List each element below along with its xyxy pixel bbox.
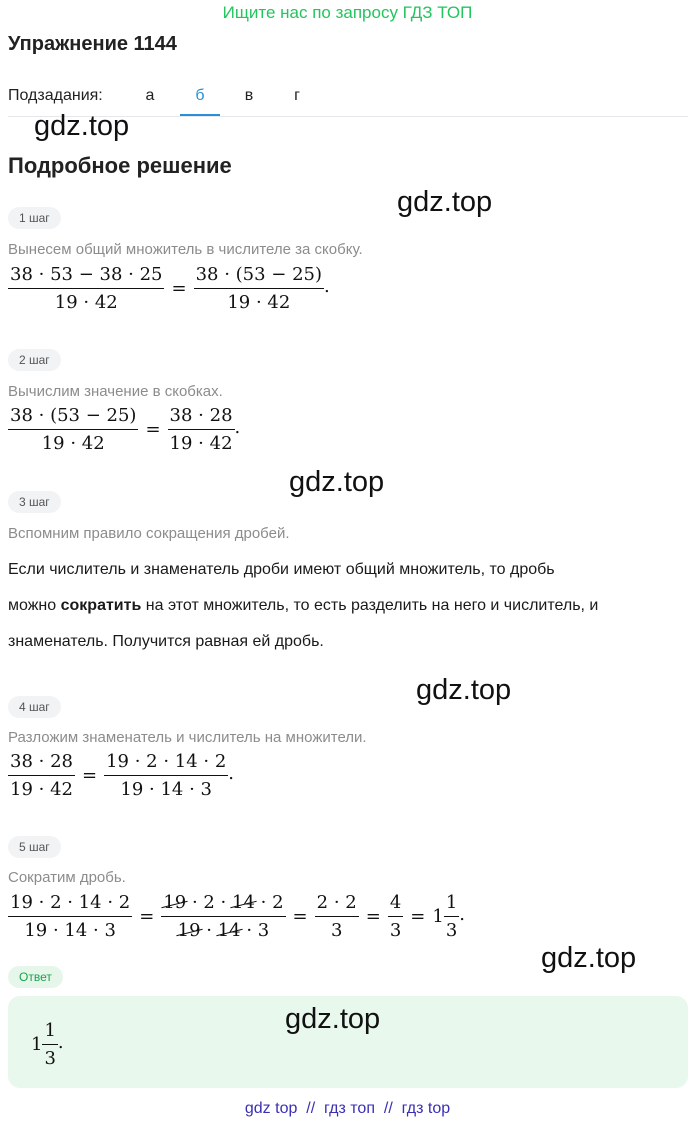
equals-sign: = <box>292 906 308 927</box>
fraction <box>8 264 164 313</box>
numerator: 19 · 2 · 14 · 2 <box>104 751 228 776</box>
math-step-1 <box>8 264 330 313</box>
mixed-whole: 1 <box>432 906 444 927</box>
period: . <box>57 1032 64 1053</box>
fraction <box>8 892 132 941</box>
watermark: gdz.top <box>416 674 512 706</box>
step-text: Вспомним правило сокращения дробей. <box>8 525 290 542</box>
mixed-whole: 1 <box>31 1034 43 1055</box>
step-badge: 2 шаг <box>8 349 61 371</box>
fraction <box>168 405 235 454</box>
step-badge: 3 шаг <box>8 491 61 513</box>
math-step-5 <box>8 892 465 941</box>
footer-links[interactable]: gdz top // гдз топ // гдз top <box>244 1100 451 1117</box>
numerator: 4 <box>388 892 403 917</box>
answer-value <box>31 1020 64 1069</box>
cancelled-factor: 14 <box>232 892 255 913</box>
watermark: gdz.top <box>397 186 493 218</box>
denominator: 3 <box>330 920 343 941</box>
equals-sign: = <box>410 906 426 927</box>
step-text: Вычислим значение в скобках. <box>8 383 223 400</box>
fraction <box>444 892 459 941</box>
numerator: 38 · 28 <box>8 751 75 776</box>
denominator: 19 · 42 <box>41 433 105 454</box>
denominator: 19 · 42 <box>169 433 233 454</box>
numerator: 38 · (53 − 25) <box>194 264 324 289</box>
fraction <box>194 264 324 313</box>
denominator: 3 <box>445 920 458 941</box>
section-title: Подробное решение <box>8 153 232 178</box>
top-banner[interactable]: Ищите нас по запросу ГДЗ ТОП <box>222 3 473 22</box>
step-text: Разложим знаменатель и числитель на множители. <box>8 729 367 746</box>
watermark: gdz.top <box>289 466 385 498</box>
denominator: 19 · 42 <box>54 292 118 313</box>
fraction <box>8 405 138 454</box>
numerator: 38 · 53 − 38 · 25 <box>8 264 164 289</box>
equals-sign: = <box>171 278 187 299</box>
equals-sign: = <box>365 906 381 927</box>
factor-text: · 3 <box>240 920 270 941</box>
watermark: gdz.top <box>34 110 130 142</box>
denominator: 19 · 42 <box>227 292 291 313</box>
answer-badge: Ответ <box>8 966 63 988</box>
factor-text: · <box>200 920 218 941</box>
fraction <box>315 892 359 941</box>
fraction <box>104 751 228 800</box>
denominator: 3 <box>389 920 402 941</box>
tab-v[interactable]: в <box>244 87 254 104</box>
page-title: Упражнение 1144 <box>8 33 177 55</box>
factor-text: · 2 · <box>186 892 233 913</box>
rule-line: Если числитель и знаменатель дроби имеют общий множитель, то дробь <box>8 561 555 578</box>
step-text: Вынесем общий множитель в числителе за скобку. <box>8 241 363 258</box>
denominator: 3 <box>44 1048 56 1069</box>
fraction <box>388 892 403 941</box>
period: . <box>228 763 235 784</box>
factor-text: · 2 <box>254 892 284 913</box>
fraction <box>8 751 75 800</box>
rule-text-part: можно <box>8 597 61 614</box>
rule-bold-word: сократить <box>60 597 142 614</box>
math-step-2 <box>8 405 240 454</box>
watermark: gdz.top <box>541 942 637 974</box>
period: . <box>234 417 241 438</box>
subtasks-label: Подзадания: <box>8 87 103 104</box>
denominator <box>176 917 272 941</box>
period: . <box>459 904 465 925</box>
cancelled-fraction <box>161 892 285 941</box>
numerator: 1 <box>42 1020 57 1045</box>
equals-sign: = <box>81 765 98 786</box>
numerator: 1 <box>444 892 459 917</box>
numerator: 19 · 2 · 14 · 2 <box>8 892 132 917</box>
rule-line: знаменатель. Получится равная ей дробь. <box>8 633 324 650</box>
numerator: 2 · 2 <box>315 892 359 917</box>
step-badge: 1 шаг <box>8 207 61 229</box>
numerator: 38 · 28 <box>168 405 235 430</box>
cancelled-factor: 19 <box>163 892 187 913</box>
step-badge: 4 шаг <box>8 696 61 718</box>
math-step-4 <box>8 751 234 800</box>
tab-g[interactable]: г <box>294 87 300 104</box>
rule-line <box>8 588 688 624</box>
denominator: 19 · 42 <box>10 779 73 800</box>
period: . <box>324 276 330 297</box>
rule-text <box>8 552 688 660</box>
tab-a[interactable]: а <box>145 87 155 104</box>
fraction <box>42 1020 57 1069</box>
cancelled-factor: 19 <box>177 920 201 941</box>
step-text: Сократим дробь. <box>8 869 126 886</box>
watermark: gdz.top <box>285 1003 381 1035</box>
denominator: 19 · 14 · 3 <box>24 920 116 941</box>
numerator <box>161 892 285 917</box>
numerator: 38 · (53 − 25) <box>8 405 138 430</box>
equals-sign: = <box>139 906 155 927</box>
denominator: 19 · 14 · 3 <box>120 779 212 800</box>
tab-b[interactable]: б <box>180 87 220 116</box>
step-badge: 5 шаг <box>8 836 61 858</box>
equals-sign: = <box>145 419 161 440</box>
rule-text-part: на этот множитель, то есть разделить на него и числитель, и <box>141 597 599 614</box>
cancelled-factor: 14 <box>217 920 241 941</box>
